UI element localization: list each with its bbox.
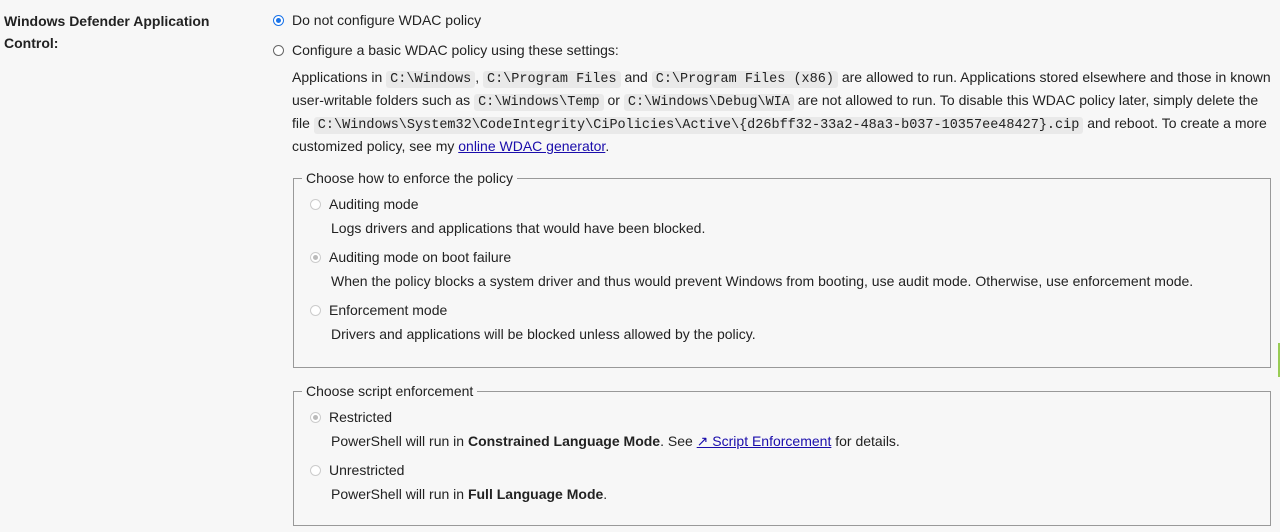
script-fieldset bbox=[293, 382, 1271, 526]
wdac-options bbox=[273, 9, 1273, 532]
script-enforcement-link[interactable]: ↗ Script Enforcement bbox=[696, 433, 832, 449]
radio-icon[interactable] bbox=[273, 45, 284, 56]
option-do-not-configure[interactable]: Do not configure WDAC policy bbox=[273, 9, 1273, 31]
radio-icon[interactable] bbox=[310, 305, 321, 316]
radio-icon[interactable] bbox=[273, 15, 284, 26]
radio-icon[interactable] bbox=[310, 412, 321, 423]
option-desc: PowerShell will run in Full Language Mode. bbox=[331, 486, 608, 502]
option-desc: Logs drivers and applications that would have been blocked. bbox=[331, 220, 706, 236]
script-legend: Choose script enforcement bbox=[306, 383, 474, 399]
radio-icon[interactable] bbox=[310, 199, 321, 210]
enforce-legend: Choose how to enforce the policy bbox=[306, 170, 514, 186]
option-desc: Drivers and applications will be blocked unless allowed by the policy. bbox=[331, 326, 756, 342]
radio-icon[interactable] bbox=[310, 465, 321, 476]
option-audit-boot[interactable]: Auditing mode on boot failure bbox=[310, 246, 1254, 268]
policy-description: Applications in C:\Windows , C:\Program Files and C:\Program Files (x86) are allowed to run. Applications stored elsewhere and those in known user-writable folders such as C:\Windows\Temp or C:\Windows\Debug\WIA are not allowed to run. To disable this WDAC policy later, simply delete the file C:\Windows\System32\CodeIntegrity\CiPolicies\Active\{d26bff32-33a2-48a3-b037-10357ee48427}.cip and reboot. To create a more customized policy, see my online WDAC generator. bbox=[292, 69, 1271, 154]
wdac-generator-link[interactable]: online WDAC generator bbox=[458, 138, 606, 154]
option-auditing[interactable]: Auditing mode bbox=[310, 193, 1254, 215]
option-desc: PowerShell will run in Constrained Language Mode. See ↗ Script Enforcement for details. bbox=[331, 433, 900, 449]
option-configure-basic[interactable]: Configure a basic WDAC policy using these settings: bbox=[273, 39, 1273, 61]
option-enforcement[interactable]: Enforcement mode bbox=[310, 299, 1254, 321]
option-desc: When the policy blocks a system driver and thus would prevent Windows from booting, use audit mode. Otherwise, use enforcement mode. bbox=[331, 273, 1194, 289]
enforce-fieldset bbox=[293, 169, 1271, 368]
option-unrestricted[interactable]: Unrestricted bbox=[310, 459, 1254, 481]
option-restricted[interactable]: Restricted bbox=[310, 406, 1254, 428]
radio-icon[interactable] bbox=[310, 252, 321, 263]
setting-label: Windows Defender Application Control: bbox=[4, 13, 210, 51]
